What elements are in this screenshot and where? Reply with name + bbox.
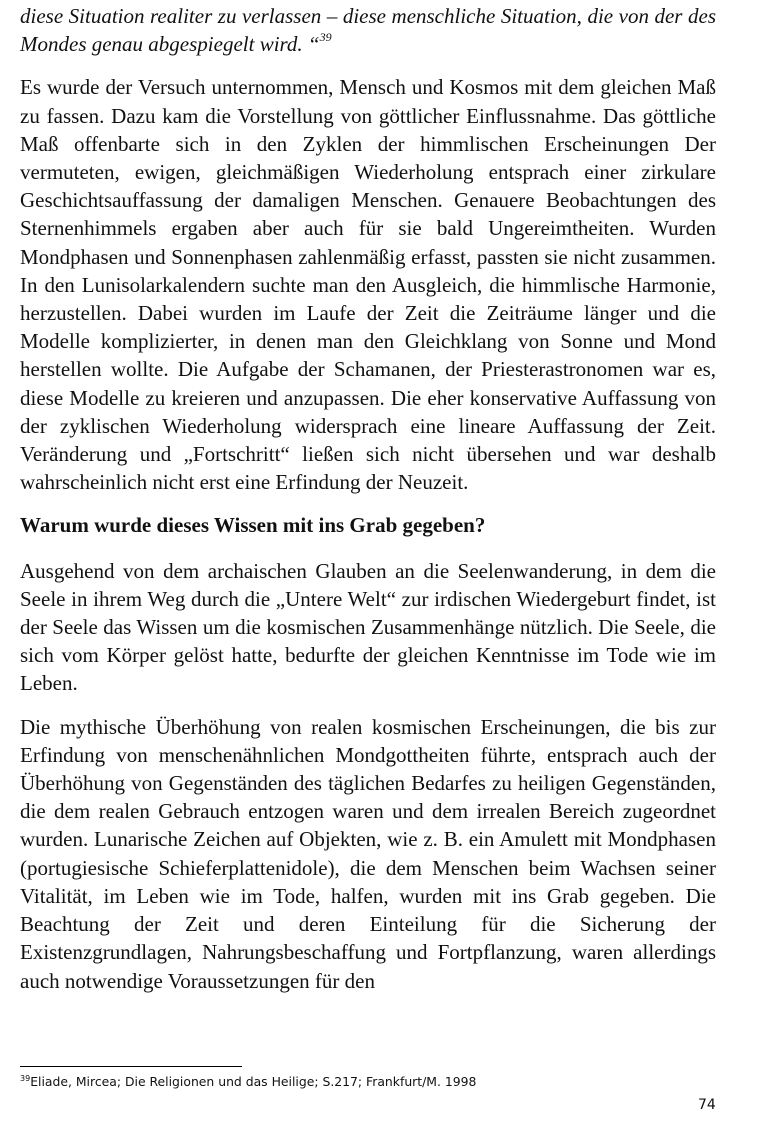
page-number: 74 bbox=[698, 1097, 716, 1113]
page-body bbox=[20, 2, 716, 1010]
quote-text: diese Situation realiter zu verlassen – diese menschliche Situation, die von der des Mondes genau abgespiegelt wird. “ bbox=[20, 4, 716, 57]
paragraph-1: Es wurde der Versuch unternommen, Mensch und Kosmos mit dem gleichen Maß zu fassen. Dazu kam die Vorstellung von göttlicher Einflussnahme. Das göttliche Maß offenbarte sich in den Zyklen der himmlischen Erscheinungen Der vermuteten, ewigen, gleichmäßigen Wiederholung entsprach einer zirkulare Geschichtsauffassung der damaligen Menschen. Genauere Beobachtungen des Sternenhimmels ergaben aber auch für sie bald Ungereimtheiten. Wurden Mondphasen und Sonnenphasen zahlenmäßig erfasst, passten sie nicht zusammen. In den Lunisolarkalendern suchte man den Ausgleich, die himmlische Harmonie, herzustellen. Dabei wurden im Laufe der Zeit die Zeiträume länger und die Modelle komplizierter, in denen man den Gleichklang von Sonne und Mond herstellen wollte. Die Aufgabe der Schamanen, der Priesterastronomen war es, diese Modelle zu kreieren und anzupassen. Die eher konservative Auffassung von der zyklischen Wiederholung widersprach eine lineare Auffassung der Zeit. Veränderung und „Fortschritt“ ließen sich nicht übersehen und war deshalb wahrscheinlich nicht erst eine Erfindung der Neuzeit. bbox=[20, 75, 716, 495]
footnote-separator bbox=[20, 1066, 242, 1067]
footnote-reference[interactable]: 39 bbox=[319, 30, 332, 45]
quote-continuation bbox=[20, 2, 716, 58]
footnote-text: Eliade, Mircea; Die Religionen und das Heilige; S.217; Frankfurt/M. 1998 bbox=[30, 1074, 477, 1089]
paragraph-2: Ausgehend von dem archaischen Glauben an die Seelenwanderung, in dem die Seele in ihrem Weg durch die „Untere Welt“ zur irdischen Wiedergeburt findet, ist der Seele das Wissen um die kosmischen Zusammenhänge nützlich. Die Seele, die sich vom Körper gelöst hatte, bedurfte der gleichen Kenntnisse im Tode wie im Leben. bbox=[20, 558, 716, 696]
footnote bbox=[20, 1074, 476, 1090]
paragraph-3: Die mythische Überhöhung von realen kosmischen Erscheinungen, die bis zur Erfindung von menschenähnlichen Mondgottheiten führte, entsprach auch der Überhöhung von Gegenständen des täglichen Bedarfes zu heiligen Gegenständen, die dem realen Gebrauch entzogen waren und dem irrealen Bereich zugeordnet wurden. Lunarische Zeichen auf Objekten, wie z. B. ein Amulett mit Mondphasen (portugiesische Schieferplattenidole), die dem Menschen beim Wachsen seiner Vitalität, im Leben wie im Tode, halfen, wurden mit ins Grab gegeben. Die Beachtung der Zeit und deren Einteilung für die Sicherung der Existenzgrundlagen, Nahrungsbeschaffung und Fortpflanzung, waren allerdings auch notwendige Voraussetzungen für den bbox=[20, 714, 716, 993]
footnote-number: 39 bbox=[20, 1074, 31, 1083]
section-heading: Warum wurde dieses Wissen mit ins Grab gegeben? bbox=[20, 513, 486, 538]
